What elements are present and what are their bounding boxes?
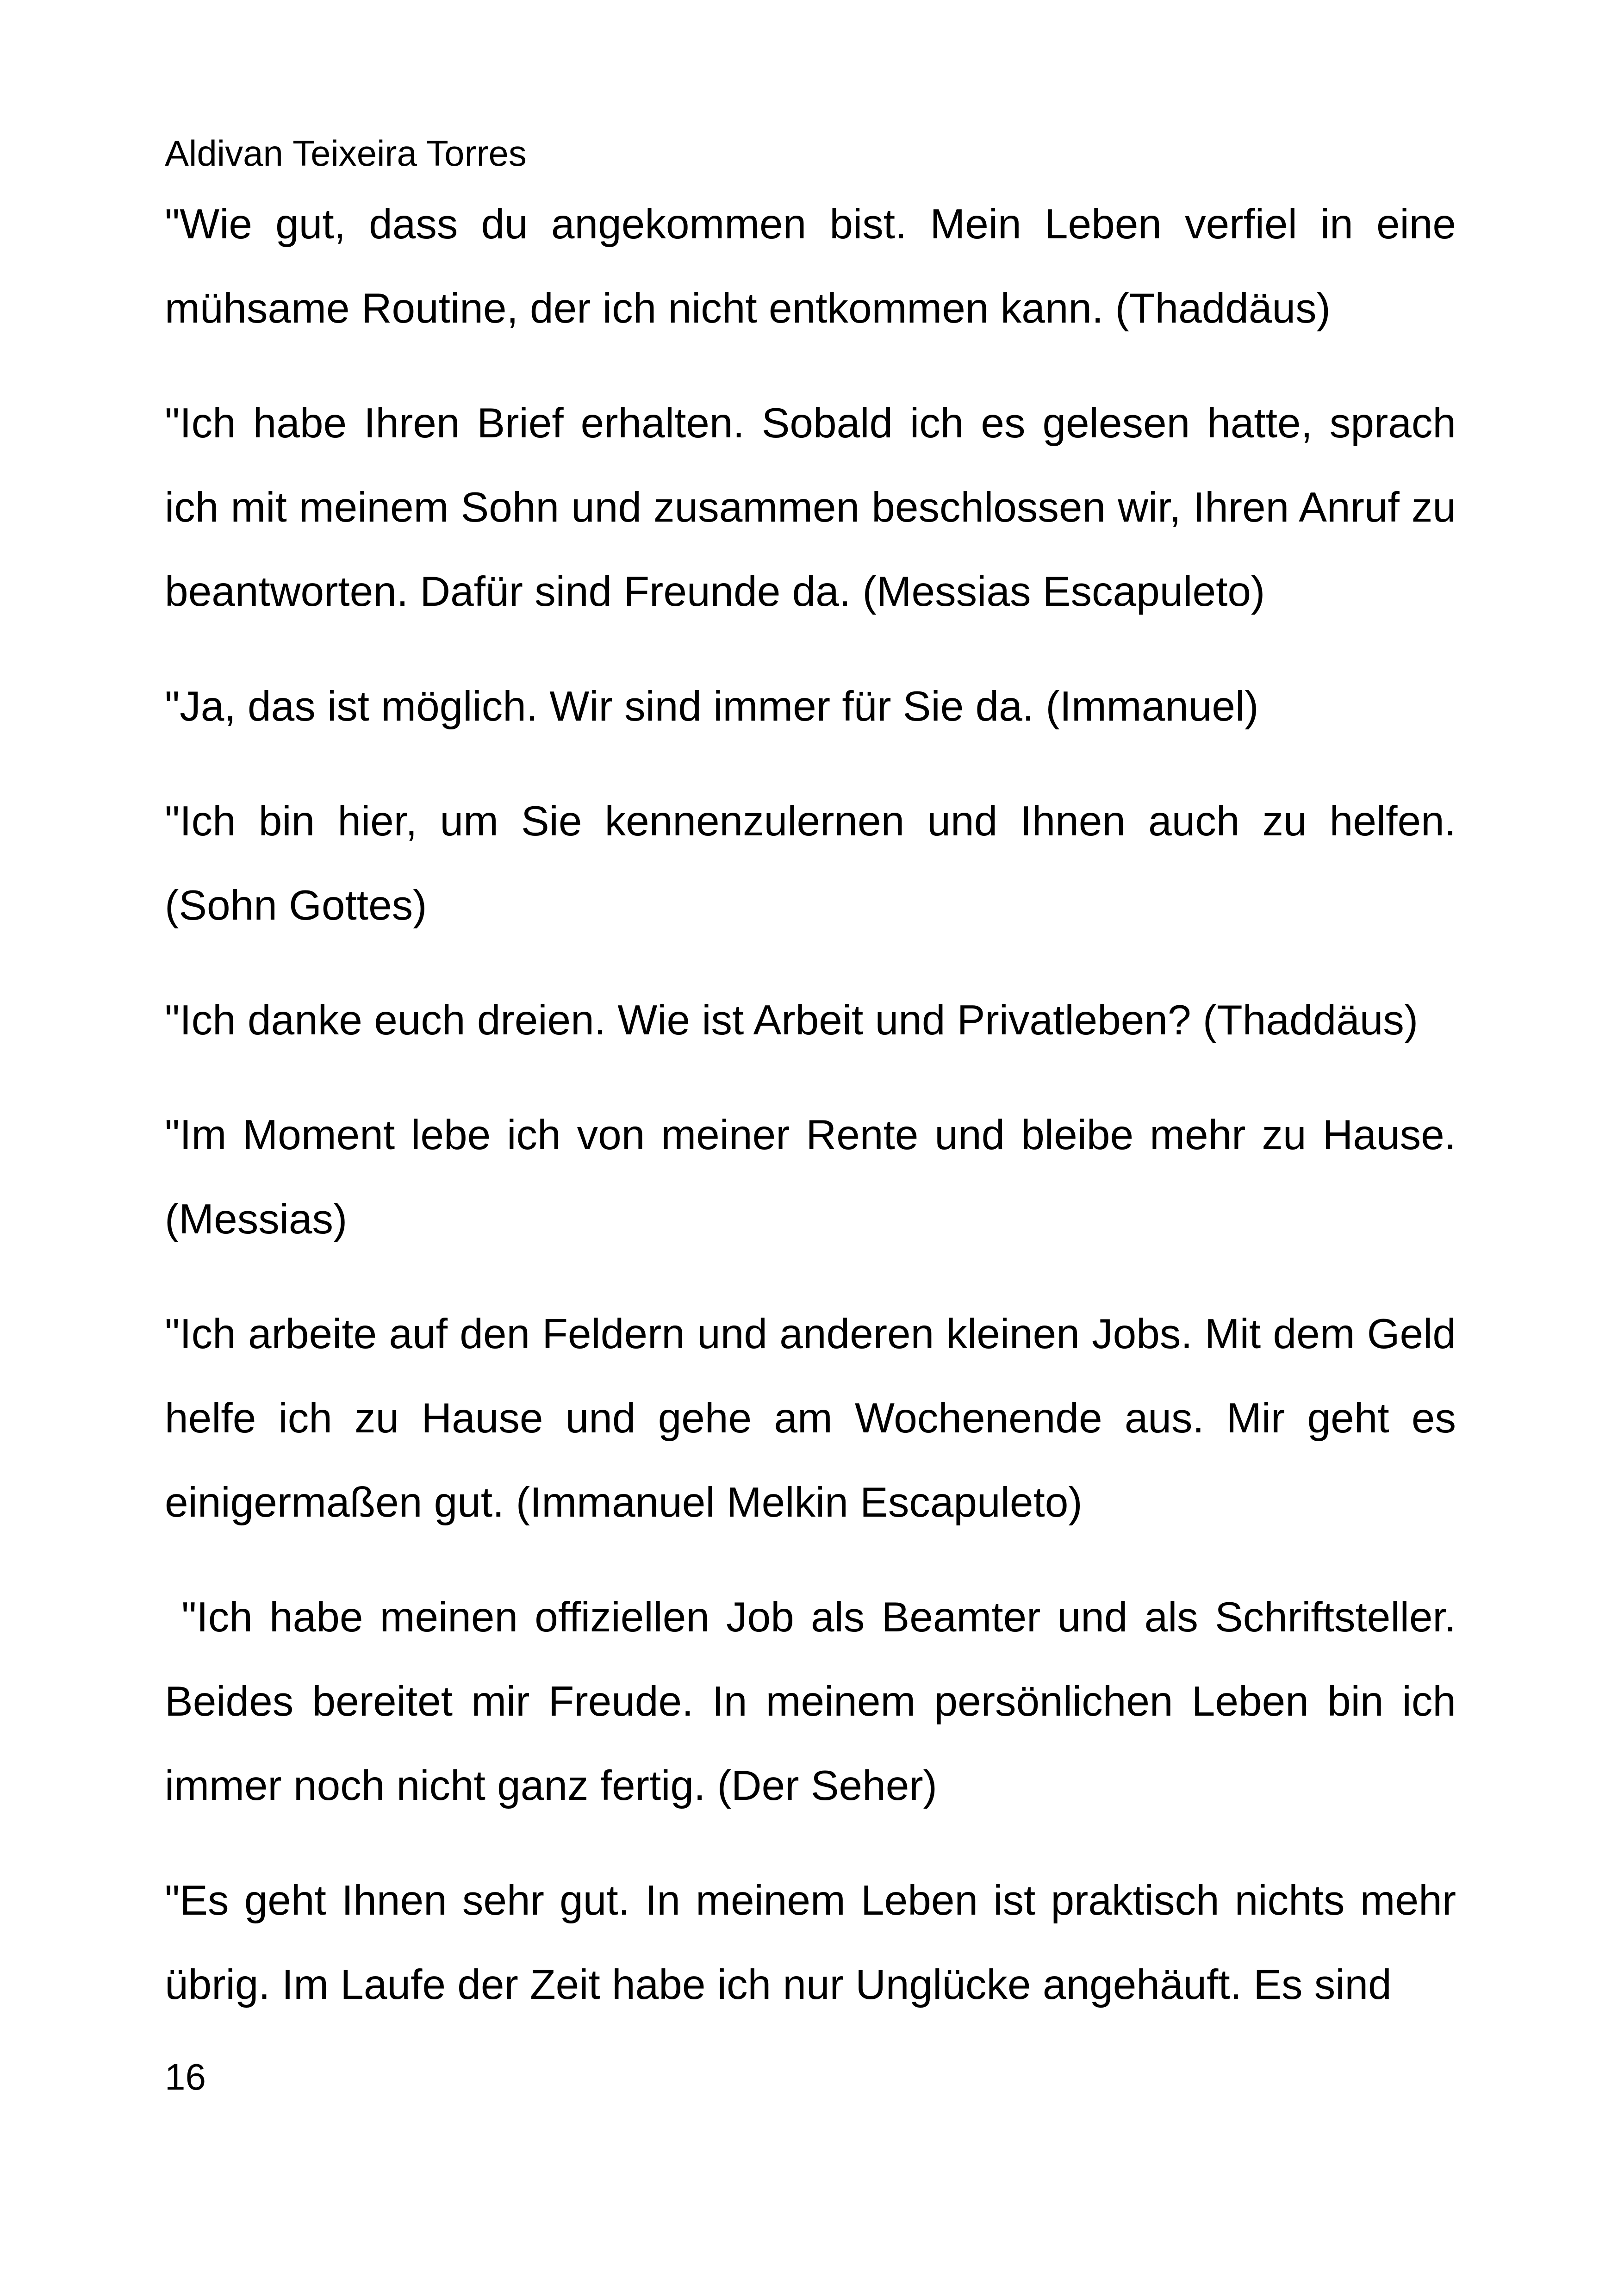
paragraph: "Ich habe meinen offiziellen Job als Beamter und als Schriftsteller. Beides bereitet mir Freude. In meinem persönlichen Leben bin ich immer noch nicht ganz fertig. (Der Seher) [165,1594,1468,1809]
paragraph: "Wie gut, dass du angekommen bist. Mein Leben verfiel in eine mühsame Routine, der ich nicht entkommen kann. (Thaddäus) [165,201,1456,332]
paragraph: "Ich arbeite auf den Feldern und anderen kleinen Jobs. Mit dem Geld helfe ich zu Hause und gehe am Wochenende aus. Mir geht es einigermaßen gut. (Immanuel Melkin Escapuleto) [165,1311,1456,1526]
running-header-author: Aldivan Teixeira Torres [165,133,527,174]
paragraph: "Ja, das ist möglich. Wir sind immer für Sie da. (Immanuel) [165,683,1259,730]
paragraph: "Ich danke euch dreien. Wie ist Arbeit und Privatleben? (Thaddäus) [165,997,1419,1044]
paragraph: "Im Moment lebe ich von meiner Rente und bleibe mehr zu Hause. (Messias) [165,1112,1456,1243]
paragraph: "Ich habe Ihren Brief erhalten. Sobald ich es gelesen hatte, sprach ich mit meinem Sohn und zusammen beschlossen wir, Ihren Anruf zu beantworten. Dafür sind Freunde da. (Messias Escapuleto) [165,400,1456,615]
paragraph: "Es geht Ihnen sehr gut. In meinem Leben ist praktisch nichts mehr übrig. Im Laufe der Zeit habe ich nur Unglücke angehäuft. Es sind [165,1877,1456,2008]
page-number: 16 [165,2056,206,2097]
paragraph: "Ich bin hier, um Sie kennenzulernen und Ihnen auch zu helfen. (Sohn Gottes) [165,798,1456,929]
body-text [165,182,1468,2058]
